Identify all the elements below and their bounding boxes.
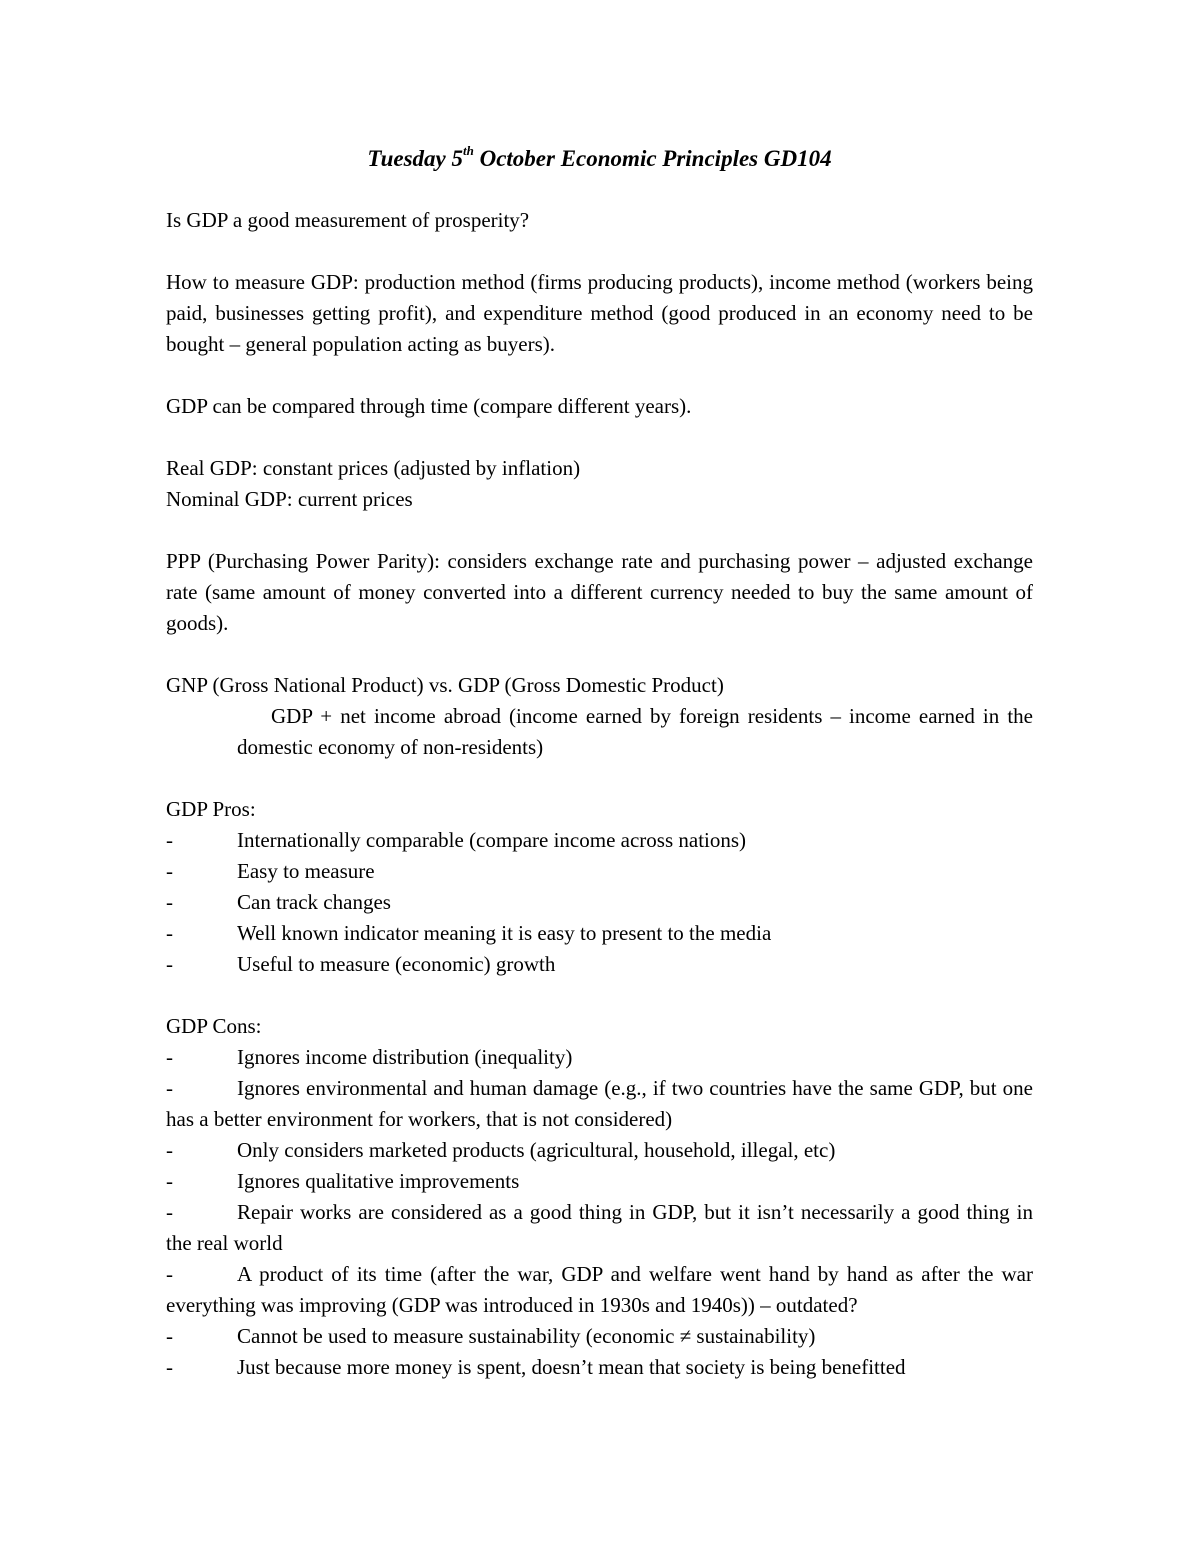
dash-bullet: - xyxy=(166,1045,173,1069)
gnp-detail: GDP + net income abroad (income earned by foreign residents – income earned in the domestic economy of non-residents) xyxy=(237,704,1033,759)
cons-item-text: Cannot be used to measure sustainability (economic ≠ sustainability) xyxy=(237,1324,816,1348)
pros-list-item xyxy=(166,949,1033,980)
title-text-post: October Economic Principles GD104 xyxy=(473,146,832,171)
pros-list-item xyxy=(166,918,1033,949)
dash-bullet: - xyxy=(166,921,173,945)
cons-list-item xyxy=(166,1073,1033,1135)
dash-bullet: - xyxy=(166,1076,173,1100)
gnp-heading: GNP (Gross National Product) vs. GDP (Gross Domestic Product) xyxy=(166,673,724,697)
dash-bullet: - xyxy=(166,859,173,883)
cons-item-text: Just because more money is spent, doesn’t mean that society is being benefitted xyxy=(237,1355,906,1379)
cons-item-text: Ignores income distribution (inequality) xyxy=(237,1045,573,1069)
cons-list-item xyxy=(166,1197,1033,1259)
dash-bullet: - xyxy=(166,1200,173,1224)
ppp-paragraph: PPP (Purchasing Power Parity): considers exchange rate and purchasing power – adjusted exchange rate (same amount of money converted into a different currency needed to buy the same amount of goods). xyxy=(166,549,1033,635)
title-text-pre: Tuesday 5 xyxy=(367,146,463,171)
nominal-gdp-line: Nominal GDP: current prices xyxy=(166,487,413,511)
dash-bullet: - xyxy=(166,890,173,914)
cons-item-text: Ignores qualitative improvements xyxy=(237,1169,520,1193)
dash-bullet: - xyxy=(166,1138,173,1162)
pros-heading: GDP Pros: xyxy=(166,797,256,821)
pros-item-text: Useful to measure (economic) growth xyxy=(237,952,556,976)
cons-list-item xyxy=(166,1135,1033,1166)
document-title xyxy=(166,143,1033,174)
cons-list-item xyxy=(166,1166,1033,1197)
document-content xyxy=(166,143,1033,1383)
pros-list-item xyxy=(166,887,1033,918)
cons-item-text: Repair works are considered as a good thing in GDP, but it isn’t necessarily a good thing in the real world xyxy=(166,1200,1033,1255)
real-gdp-line: Real GDP: constant prices (adjusted by inflation) xyxy=(166,456,581,480)
cons-item-text: A product of its time (after the war, GDP and welfare went hand by hand as after the war everything was improving (GDP was introduced in 1930s and 1940s)) – outdated? xyxy=(166,1262,1033,1317)
dash-bullet: - xyxy=(166,1324,173,1348)
dash-bullet: - xyxy=(166,952,173,976)
cons-list-item xyxy=(166,1259,1033,1321)
cons-heading: GDP Cons: xyxy=(166,1014,262,1038)
pros-item-text: Easy to measure xyxy=(237,859,375,883)
dash-bullet: - xyxy=(166,1169,173,1193)
question-paragraph: Is GDP a good measurement of prosperity? xyxy=(166,208,530,232)
title-superscript: th xyxy=(463,143,474,159)
pros-list-item xyxy=(166,856,1033,887)
cons-item-text: Only considers marketed products (agricultural, household, illegal, etc) xyxy=(237,1138,836,1162)
measure-gdp-paragraph: How to measure GDP: production method (firms producing products), income method (workers being paid, businesses getting profit), and expenditure method (good produced in an economy need to be bought – general population acting as buyers). xyxy=(166,270,1033,356)
pros-list-item xyxy=(166,825,1033,856)
dash-bullet: - xyxy=(166,828,173,852)
cons-list-item xyxy=(166,1042,1033,1073)
pros-item-text: Well known indicator meaning it is easy to present to the media xyxy=(237,921,772,945)
pros-item-text: Can track changes xyxy=(237,890,391,914)
dash-bullet: - xyxy=(166,1262,173,1286)
cons-list-item xyxy=(166,1321,1033,1352)
dash-bullet: - xyxy=(166,1355,173,1379)
pros-item-text: Internationally comparable (compare income across nations) xyxy=(237,828,747,852)
cons-item-text: Ignores environmental and human damage (e.g., if two countries have the same GDP, but one has a better environment for workers, that is not considered) xyxy=(166,1076,1033,1131)
compare-time-paragraph: GDP can be compared through time (compare different years). xyxy=(166,394,692,418)
cons-list-item xyxy=(166,1352,1033,1383)
